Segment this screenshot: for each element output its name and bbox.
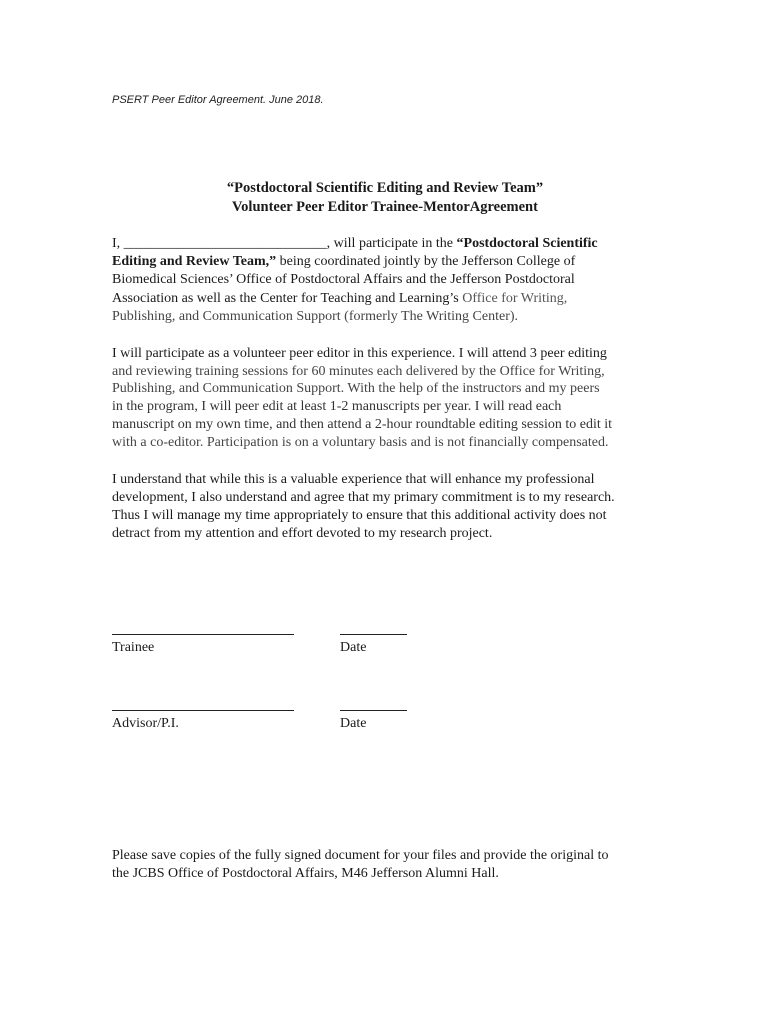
participation-line-3: Publishing, and Communication Support. With the help of the instructors and my peers [112,381,600,396]
intro-line-4-dark: Association as well as the Center for Teaching and Learning’s [112,291,463,306]
trainee-date-line[interactable] [340,634,407,635]
header-note: PSERT Peer Editor Agreement. June 2018. [112,94,324,106]
closing-line-1: Please save copies of the fully signed document for your files and provide the original to [112,848,609,863]
intro-line-3: Biomedical Sciences’ Office of Postdoctoral Affairs and the Jefferson Postdoctoral [112,272,575,287]
intro-line-1-prefix: I, _____________________________, will participate in the [112,236,457,251]
title-line-2: Volunteer Peer Editor Trainee-MentorAgreement [232,199,538,215]
commitment-line-2: development, I also understand and agree that my primary commitment is to my research. [112,490,615,505]
participation-line-5: manuscript on my own time, and then attend a 2-hour roundtable editing session to edit it [112,417,613,432]
intro-line-2 [112,254,575,270]
participation-line-4: in the program, I will peer edit at least 1-2 manuscripts per year. I will read each [112,399,562,414]
closing-line-2: the JCBS Office of Postdoctoral Affairs, M46 Jefferson Alumni Hall. [112,866,499,881]
advisor-date-line[interactable] [340,710,407,711]
trainee-label: Trainee [112,640,155,655]
trainee-signature-line[interactable] [112,634,294,635]
commitment-line-1: I understand that while this is a valuable experience that will enhance my professional [112,472,595,487]
date-label-1: Date [340,640,367,655]
intro-line-2-bold: Editing and Review Team,” [112,254,277,269]
intro-line-1 [112,236,598,252]
commitment-line-3: Thus I will manage my time appropriately to ensure that this additional activity does not [112,508,607,523]
participation-line-1: I will participate as a volunteer peer editor in this experience. I will attend 3 peer editing [112,346,607,361]
commitment-line-4: detract from my attention and effort devoted to my research project. [112,526,493,541]
intro-line-4-gray: Office for Writing, [462,291,568,306]
participation-line-6: with a co-editor. Participation is on a voluntary basis and is not financially compensated. [112,435,609,450]
intro-line-1-bold: “Postdoctoral Scientific [456,236,598,251]
intro-line-5: Publishing, and Communication Support (formerly The Writing Center). [112,309,519,324]
intro-line-2-rest: being coordinated jointly by the Jefferson College of [276,254,576,269]
intro-line-4 [112,291,567,307]
participation-line-2: and reviewing training sessions for 60 minutes each delivered by the Office for Writing, [112,364,605,379]
title-line-1: “Postdoctoral Scientific Editing and Review Team” [226,180,544,196]
advisor-label: Advisor/P.I. [112,716,179,731]
date-label-2: Date [340,716,367,731]
advisor-signature-line[interactable] [112,710,294,711]
